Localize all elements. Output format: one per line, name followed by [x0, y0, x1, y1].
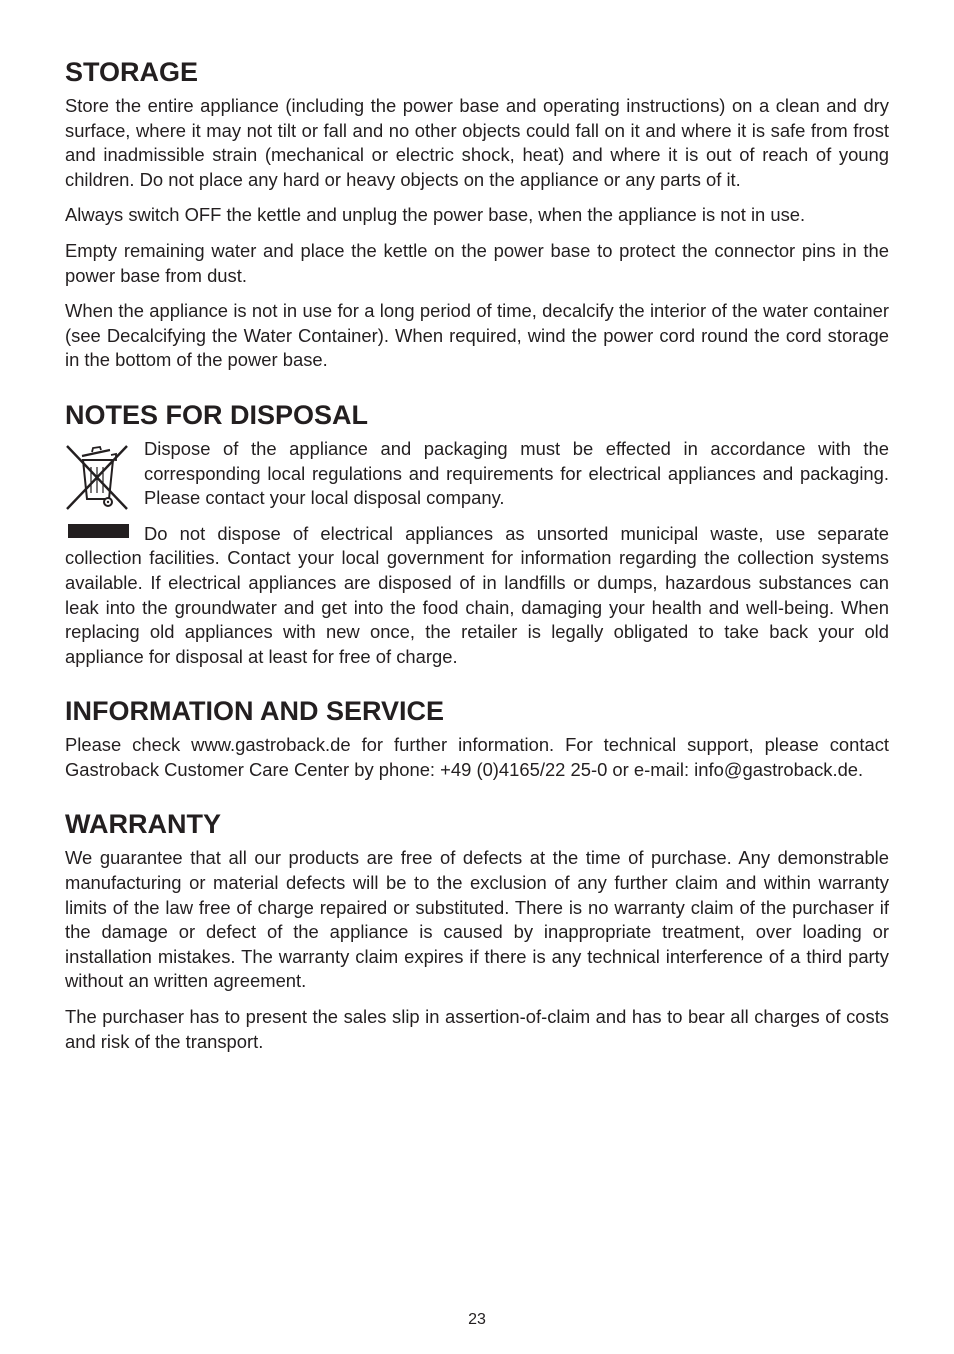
disposal-paragraph-1: Dispose of the appliance and packaging must be effected in accordance with the corresponding local regulations and requirements for electrical appliances and packaging. Please contact your local disposal company.: [144, 437, 889, 509]
storage-paragraph-2: Always switch OFF the kettle and unplug the power base, when the appliance is not in use.: [65, 204, 806, 226]
service-paragraph-1: Please check www.gastroback.de for further information. For technical support, please contact Gastroback Customer Care Center by phone: +49 (0)4165/22 25-0 or e-mail: info@gastroback.de.: [65, 734, 889, 780]
disposal-body: [65, 437, 889, 669]
crossed-out-wheelie-bin-icon: [64, 439, 132, 541]
warranty-heading: WARRANTY: [65, 809, 221, 840]
document-page: [65, 56, 889, 1065]
storage-heading: STORAGE: [65, 57, 199, 87]
disposal-heading: NOTES FOR DISPOSAL: [65, 399, 369, 430]
page-number: 23: [468, 1311, 486, 1328]
disposal-paragraph-2: Do not dispose of electrical appliances as unsorted municipal waste, use separate collection facilities. Contact your local government for information regarding the collection systems available. If electrical appliances are disposed of in landfills or dumps, hazardous substances can leak into the groundwater and get into the food chain, damaging your health and well-being. When replacing old appliances with new once, the retailer is legally obligated to take back your old appliance for disposal at least for free of charge.: [65, 522, 889, 667]
warranty-paragraph-2: The purchaser has to present the sales slip in assertion-of-claim and has to bear all charges of costs and risk of the transport.: [65, 1006, 889, 1052]
storage-paragraph-1: Store the entire appliance (including the power base and operating instructions) on a clean and dry surface, where it may not tilt or fall and no other objects could fall on it and where it is safe from frost and inadmissible strain (mechanical or electric shock, heat) and where it is out of reach of young children. Do not place any hard or heavy objects on the appliance or any parts of it.: [65, 95, 889, 190]
service-heading: INFORMATION AND SERVICE: [65, 696, 445, 727]
service-section: [65, 695, 889, 782]
storage-paragraph-4: When the appliance is not in use for a long period of time, decalcify the interior of the water container (see Decalcifying the Water Container). When required, wind the power cord round the cord storage in the bottom of the power base.: [65, 300, 889, 371]
disposal-section: [65, 399, 889, 669]
warranty-section: [65, 808, 889, 1054]
storage-section: [65, 56, 889, 373]
storage-paragraph-3: Empty remaining water and place the kettle on the power base to protect the connector pins in the power base from dust.: [65, 239, 889, 286]
warranty-paragraph-1: We guarantee that all our products are free of defects at the time of purchase. Any demonstrable manufacturing or material defects will be to the exclusion of any further claim and within warranty limits of the law free of charge repaired or substituted. There is no warranty claim of the purchaser if the damage or defect of the appliance is caused by inappropriate treatment, over loading or installation mistakes. The warranty claim expires if there is any technical interference of a third party without an written agreement.: [65, 847, 889, 992]
